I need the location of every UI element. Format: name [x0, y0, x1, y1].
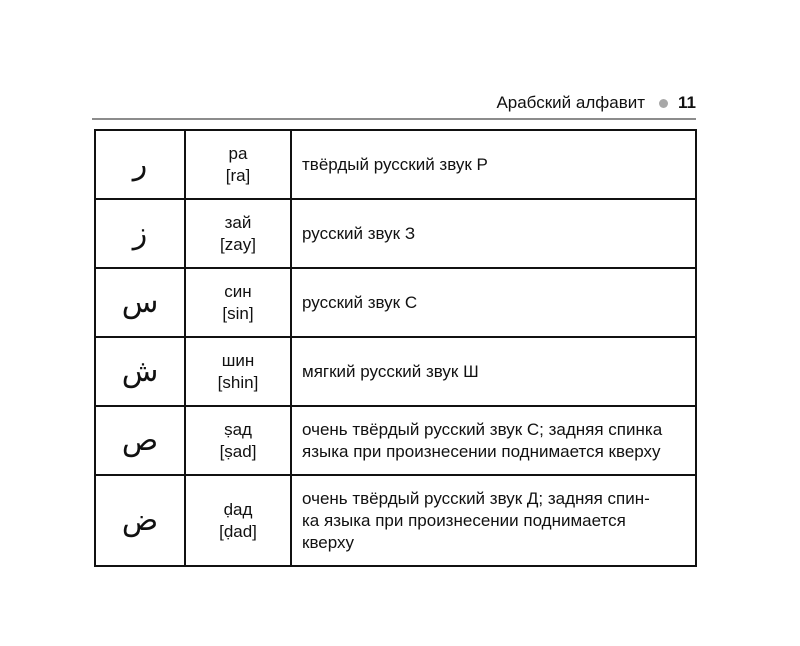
description-line: очень твёрдый русский звук Д; задняя спин- — [302, 488, 650, 508]
running-head — [92, 90, 696, 116]
arabic-letter: ز — [95, 199, 185, 268]
letter-name-cell — [185, 130, 291, 199]
letter-name-cell — [185, 406, 291, 475]
letter-transliteration: [sin] — [222, 303, 254, 323]
table-row — [95, 406, 696, 475]
description-line: твёрдый русский звук Р — [302, 154, 488, 174]
description-line: мягкий русский звук Ш — [302, 361, 479, 381]
letter-name: син — [224, 281, 252, 301]
description-line: русский звук З — [302, 223, 416, 243]
description-line: русский звук С — [302, 292, 418, 312]
letter-transliteration: [shin] — [217, 372, 259, 392]
table-row — [95, 130, 696, 199]
arabic-letter: ص — [95, 406, 185, 475]
alphabet-table — [94, 129, 697, 567]
arabic-letter: ض — [95, 475, 185, 566]
letter-name: зай — [224, 212, 252, 232]
page-title: Арабский алфавит — [496, 93, 646, 112]
sound-description — [291, 337, 696, 406]
description-line: очень твёрдый русский звук С; задняя спинка — [302, 419, 663, 439]
letter-name-cell — [185, 337, 291, 406]
letter-name: шин — [221, 350, 255, 370]
sound-description — [291, 406, 696, 475]
letter-transliteration: [ḍad] — [219, 521, 257, 541]
letter-transliteration: [ra] — [225, 165, 251, 185]
letter-transliteration: [ṣad] — [219, 441, 257, 461]
letter-transliteration: [zay] — [220, 234, 256, 254]
header-rule — [92, 118, 696, 120]
description-line: кверху — [302, 532, 354, 552]
sound-description — [291, 130, 696, 199]
table-row — [95, 199, 696, 268]
letter-name-cell — [185, 475, 291, 566]
letter-name: ṣад — [224, 419, 252, 439]
sound-description — [291, 268, 696, 337]
arabic-letter: ر — [95, 130, 185, 199]
arabic-letter: س — [95, 268, 185, 337]
page-number: 11 — [678, 93, 696, 112]
letter-name: ḍад — [223, 499, 253, 519]
table-row — [95, 475, 696, 566]
sound-description — [291, 199, 696, 268]
description-line: ка языка при произнесении поднимается — [302, 510, 626, 530]
table-row — [95, 268, 696, 337]
letter-name-cell — [185, 268, 291, 337]
table-row — [95, 337, 696, 406]
description-line: языка при произнесении поднимается кверху — [302, 441, 661, 461]
letter-name-cell — [185, 199, 291, 268]
bullet-icon — [659, 99, 668, 108]
letter-name: ра — [228, 143, 248, 163]
arabic-letter: ش — [95, 337, 185, 406]
sound-description — [291, 475, 696, 566]
